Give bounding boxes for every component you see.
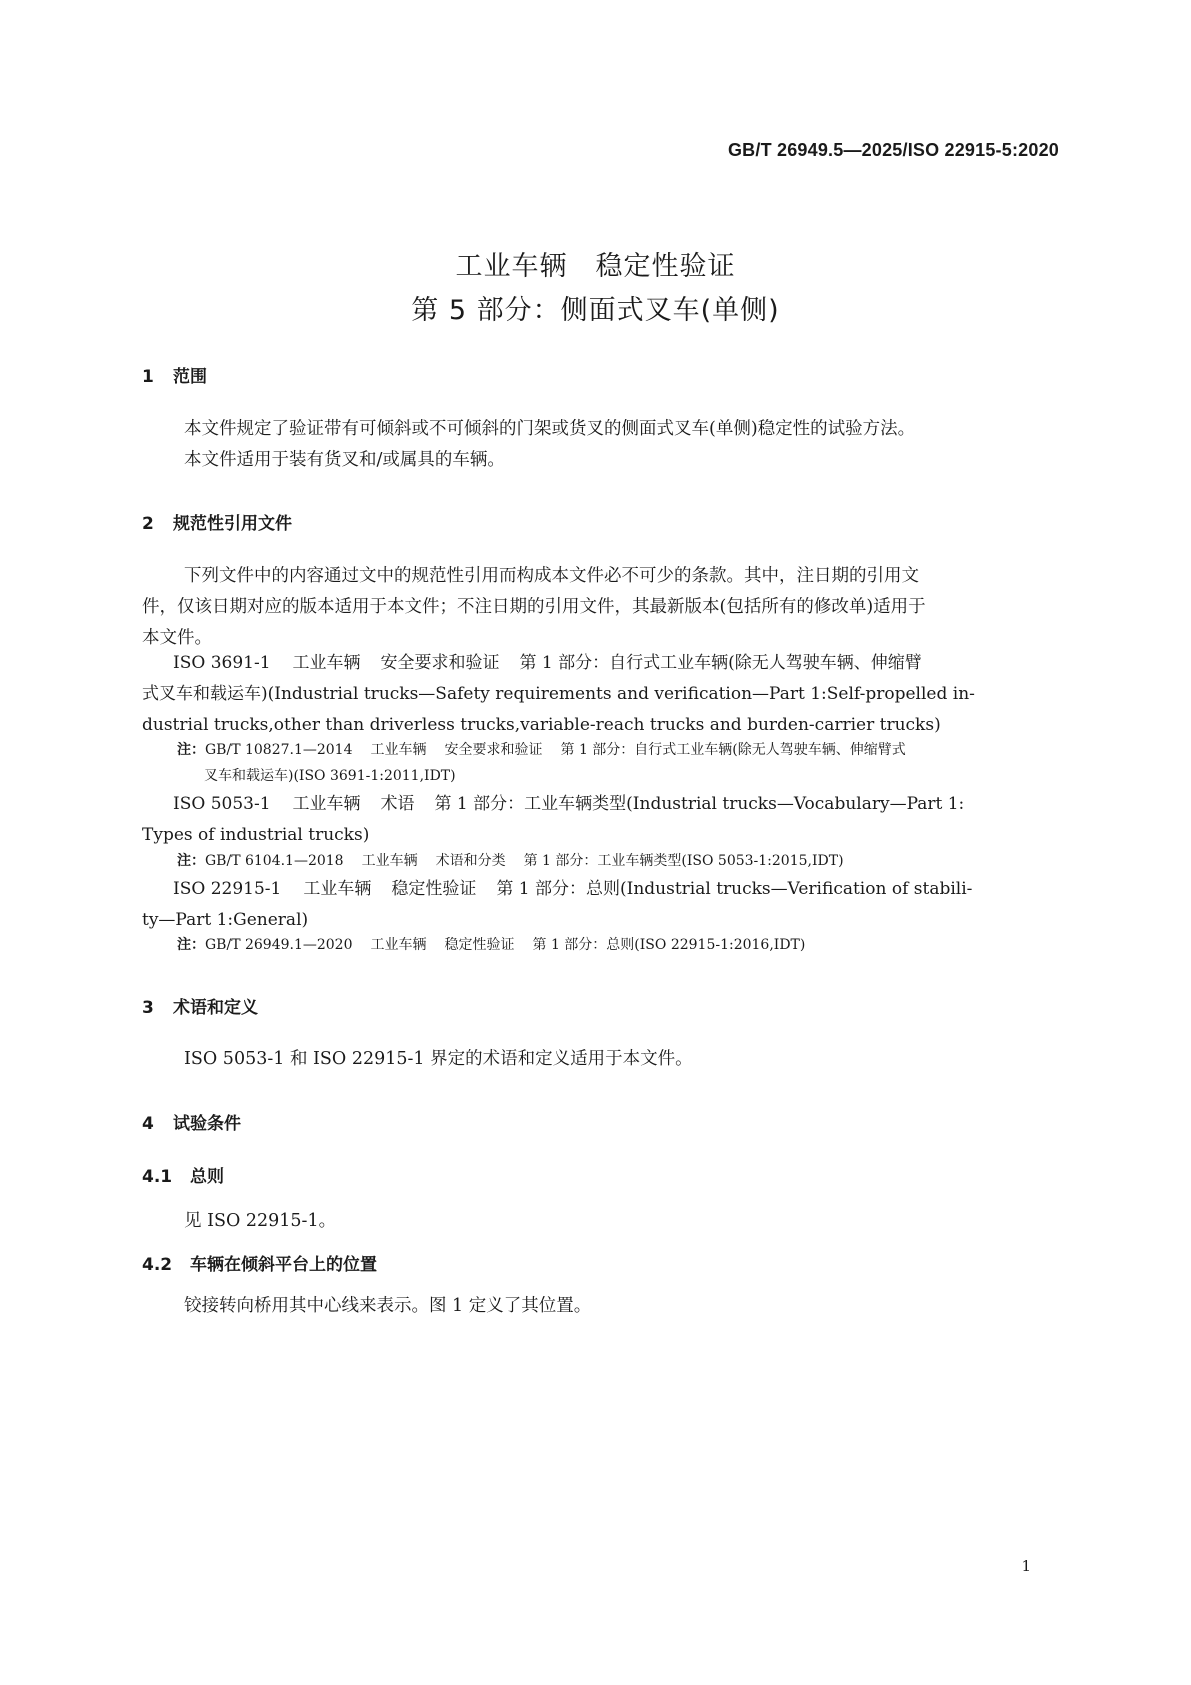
reference-title-rest: 第 1 部分：自行式工业车辆(除无人驾驶车辆、伸缩臂: [519, 653, 922, 673]
page-number: 1: [1021, 1557, 1031, 1575]
section-title: 总则: [190, 1167, 224, 1187]
note-title-part: 术语和分类: [435, 853, 506, 869]
note-title-part: 安全要求和验证: [444, 742, 543, 758]
note-label: 注：: [177, 742, 205, 758]
reference-line: ty—Part 1:General): [142, 910, 309, 930]
section-number: 1: [142, 367, 154, 387]
reference-code: ISO 5053-1: [173, 794, 271, 814]
section-title: 试验条件: [173, 1114, 241, 1134]
reference-title-rest: 第 1 部分：总则(Industrial trucks—Verification of stabili-: [496, 879, 973, 899]
note-title-part: 工业车辆: [361, 853, 418, 869]
reference-title-part: 工业车辆: [303, 879, 372, 899]
section-number: 3: [142, 998, 154, 1018]
section-4-heading: [142, 1109, 241, 1134]
note-title-part: 工业车辆: [370, 742, 427, 758]
section-number: 2: [142, 514, 154, 534]
reference-title-part: 工业车辆: [292, 653, 361, 673]
paragraph-line: 件，仅该日期对应的版本适用于本文件；不注日期的引用文件，其最新版本(包括所有的修改单)适用于: [142, 597, 926, 617]
reference-title-part: 术语: [380, 794, 415, 814]
reference-iso-5053-1: [142, 789, 1060, 851]
paragraph: 本文件规定了验证带有可倾斜或不可倾斜的门架或货叉的侧面式叉车(单侧)稳定性的试验方法。: [184, 419, 916, 439]
section-title: 车辆在倾斜平台上的位置: [190, 1255, 377, 1275]
reference-note-2: [177, 848, 1060, 874]
reference-code: ISO 3691-1: [173, 653, 271, 673]
note-title-rest: 第 1 部分：工业车辆类型(ISO 5053-1:2015,IDT): [523, 853, 844, 869]
reference-note-1: [177, 737, 1060, 789]
reference-code: ISO 22915-1: [173, 879, 282, 899]
reference-note-3: [177, 932, 1060, 958]
paragraph-line: 本文件。: [142, 628, 212, 648]
section-title: 规范性引用文件: [173, 514, 292, 534]
note-title-part: 工业车辆: [370, 937, 427, 953]
paragraph-line: 下列文件中的内容通过文中的规范性引用而构成本文件必不可少的条款。其中，注日期的引用文: [184, 566, 919, 586]
note-code: GB/T 26949.1—2020: [205, 937, 353, 953]
reference-iso-3691-1: [142, 648, 1060, 741]
section-title: 术语和定义: [173, 998, 258, 1018]
document-title-line1: 工业车辆 稳定性验证: [455, 251, 736, 282]
section-2-heading: [142, 509, 292, 534]
note-label: 注：: [177, 853, 205, 869]
section-4-2-body: [142, 1291, 1060, 1322]
section-number: 4: [142, 1114, 154, 1134]
section-3-body: [142, 1044, 1060, 1075]
standard-code: GB/T 26949.5—2025/ISO 22915-5:2020: [727, 140, 1059, 160]
paragraph: 铰接转向桥用其中心线来表示。图 1 定义了其位置。: [184, 1296, 592, 1316]
section-2-intro: [142, 561, 1060, 654]
reference-title-part: 工业车辆: [292, 794, 361, 814]
paragraph: 见 ISO 22915-1。: [184, 1211, 337, 1231]
reference-title-part: 安全要求和验证: [380, 653, 500, 673]
note-label: 注：: [177, 937, 205, 953]
reference-line: 式叉车和载运车)(Industrial trucks—Safety requirements and verification—Part 1:Self-propelled in-: [142, 684, 975, 704]
note-line: 叉车和载运车)(ISO 3691-1:2011,IDT): [204, 768, 456, 784]
paragraph: ISO 5053-1 和 ISO 22915-1 界定的术语和定义适用于本文件。: [184, 1049, 693, 1069]
reference-iso-22915-1: [142, 874, 1060, 936]
note-code: GB/T 10827.1—2014: [205, 742, 353, 758]
section-1-body: [142, 414, 1060, 476]
document-title-line2: 第 5 部分：侧面式叉车(单侧): [411, 295, 780, 326]
note-code: GB/T 6104.1—2018: [205, 853, 344, 869]
section-number: 4.2: [142, 1255, 173, 1275]
section-1-heading: [142, 362, 207, 387]
note-title-rest: 第 1 部分：自行式工业车辆(除无人驾驶车辆、伸缩臂式: [560, 742, 906, 758]
reference-line: Types of industrial trucks): [142, 825, 370, 845]
section-number: 4.1: [142, 1167, 173, 1187]
note-title-rest: 第 1 部分：总则(ISO 22915-1:2016,IDT): [532, 937, 806, 953]
reference-title-part: 稳定性验证: [391, 879, 477, 899]
section-4-1-body: [142, 1206, 1060, 1237]
section-3-heading: [142, 993, 258, 1018]
reference-line: dustrial trucks,other than driverless trucks,variable-reach trucks and burden-carrier trucks): [142, 715, 941, 735]
section-title: 范围: [173, 367, 207, 387]
section-4-2-heading: [142, 1250, 377, 1275]
section-4-1-heading: [142, 1162, 224, 1187]
reference-title-rest: 第 1 部分：工业车辆类型(Industrial trucks—Vocabulary—Part 1:: [434, 794, 965, 814]
note-title-part: 稳定性验证: [444, 937, 515, 953]
paragraph: 本文件适用于装有货叉和/或属具的车辆。: [184, 450, 505, 470]
